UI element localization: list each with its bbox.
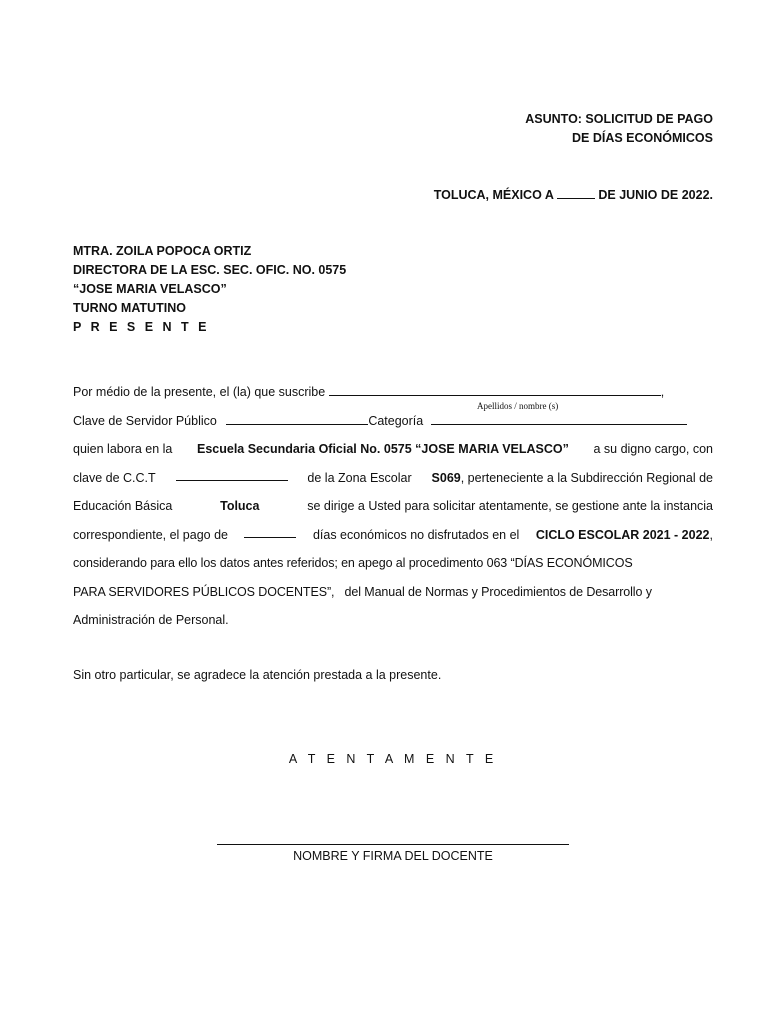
body-line-6-b: días económicos no disfrutados en el (312, 528, 520, 542)
body-line-2 (73, 411, 713, 431)
body-line-9: Administración de Personal. (73, 613, 229, 627)
body-line-4-a: clave de C.C.T (73, 471, 156, 485)
categoria-blank (431, 412, 687, 425)
zone-code: S069 (431, 471, 461, 485)
categoria-label: Categoría (368, 414, 424, 428)
date-prefix: TOLUCA, MÉXICO A (433, 188, 554, 202)
city-name: Toluca (220, 499, 260, 513)
name-blank (329, 383, 661, 396)
body-line-6 (73, 525, 713, 545)
body-line-8: PARA SERVIDORES PÚBLICOS DOCENTES”, del Manual de Normas y Procedimientos de Desarrollo y (73, 585, 652, 599)
subject-line-2: DE DÍAS ECONÓMICOS (572, 131, 713, 145)
name-hint: Apellidos / nombre (s) (477, 401, 559, 411)
body-line-4-c: , perteneciente a la Subdirección Regional de (460, 471, 713, 485)
clave-blank (226, 412, 368, 425)
atentamente-label: A T E N T A M E N T E (288, 752, 498, 766)
date-suffix: DE JUNIO DE 2022. (598, 188, 713, 202)
subject-line-1: ASUNTO: SOLICITUD DE PAGO (525, 112, 713, 126)
recipient-block (73, 242, 346, 337)
clave-label: Clave de Servidor Público (73, 414, 217, 428)
recipient-school: “JOSE MARIA VELASCO” (73, 282, 227, 296)
body-line-5 (73, 496, 713, 516)
body-line-1-end: , (660, 385, 665, 399)
body-line-1 (73, 382, 713, 402)
signature-line (217, 844, 569, 845)
body-line-3-b: a su digno cargo, con (593, 442, 713, 456)
body-line-7: considerando para ello los datos antes referidos; en apego al procedimento 063 “DÍAS ECONÓMICOS (73, 556, 633, 570)
recipient-title: DIRECTORA DE LA ESC. SEC. OFIC. NO. 0575 (73, 263, 347, 277)
school-cycle: CICLO ESCOLAR 2021 - 2022 (535, 528, 710, 542)
recipient-shift: TURNO MATUTINO (73, 301, 186, 315)
closing-text: Sin otro particular, se agradece la atención prestada a la presente. (73, 668, 442, 682)
cct-blank (176, 468, 288, 481)
body-line-4-b: de la Zona Escolar (307, 471, 412, 485)
body-line-3-a: quien labora en la (73, 442, 173, 456)
signature-label: NOMBRE Y FIRMA DEL DOCENTE (293, 849, 493, 863)
body-line-5-b: se dirige a Usted para solicitar atentamente, se gestione ante la instancia (307, 499, 713, 513)
date-line (434, 186, 713, 202)
body-line-5-a: Educación Básica (73, 499, 173, 513)
body-line-3 (73, 439, 713, 459)
school-name: Escuela Secundaria Oficial No. 0575 “JOSE MARIA VELASCO” (196, 442, 569, 456)
body-line-4 (73, 468, 713, 488)
body-line-1-text: Por médio de la presente, el (la) que suscribe (73, 385, 326, 399)
presente-label: P R E S E N T E (73, 320, 210, 334)
body-line-6-c: , (709, 528, 713, 542)
body-line-6-a: correspondiente, el pago de (73, 528, 228, 542)
days-blank (244, 525, 296, 538)
recipient-name: MTRA. ZOILA POPOCA ORTIZ (73, 244, 252, 258)
subject-block (525, 110, 713, 148)
day-blank (557, 186, 595, 199)
